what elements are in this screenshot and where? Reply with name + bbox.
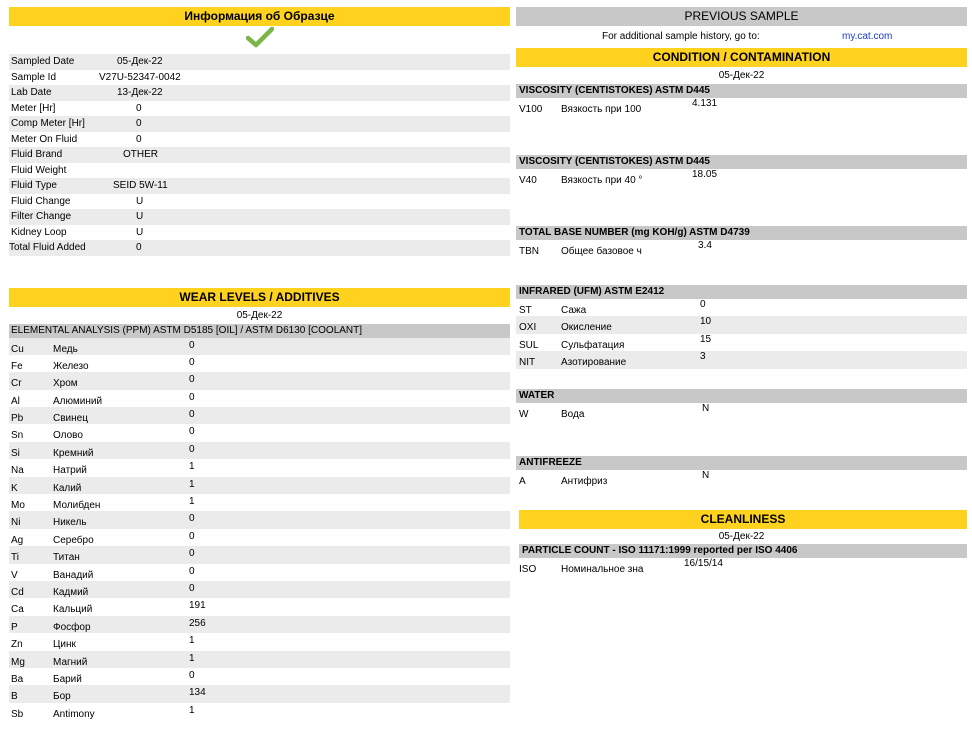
tbn-symbol: TBN xyxy=(519,246,539,257)
left-column xyxy=(9,0,510,720)
sample-info-table xyxy=(9,54,510,256)
infrared-value: 3 xyxy=(700,351,706,362)
element-value: 1 xyxy=(189,461,195,473)
visc100-header: VISCOSITY (CENTISTOKES) ASTM D445 xyxy=(516,84,967,98)
water-row xyxy=(516,403,967,421)
table-row xyxy=(9,194,510,210)
visc100-value: 4.131 xyxy=(692,98,718,109)
visc100-symbol: V100 xyxy=(519,104,543,115)
element-symbol: Pb xyxy=(11,413,24,425)
visc40-header: VISCOSITY (CENTISTOKES) ASTM D445 xyxy=(516,155,967,169)
element-symbol: Sb xyxy=(11,708,24,720)
element-value: 256 xyxy=(189,617,206,629)
element-name: Калий xyxy=(53,482,82,494)
element-name: Бор xyxy=(53,691,71,703)
table-row xyxy=(516,351,967,369)
element-value: 134 xyxy=(189,687,206,699)
element-value: 0 xyxy=(189,409,195,421)
table-row xyxy=(9,147,510,163)
element-value: 0 xyxy=(189,374,195,386)
element-name: Медь xyxy=(53,343,78,355)
row-label: Kidney Loop xyxy=(11,226,67,238)
table-row xyxy=(9,459,510,476)
table-row xyxy=(9,132,510,148)
wear-title: WEAR LEVELS / ADDITIVES xyxy=(9,288,510,307)
water-header: WATER xyxy=(516,389,967,403)
element-name: Кремний xyxy=(53,447,94,459)
table-row xyxy=(9,116,510,132)
previous-title: PREVIOUS SAMPLE xyxy=(516,7,967,26)
element-name: Свинец xyxy=(53,413,88,425)
element-name: Алюминий xyxy=(53,395,103,407)
particle-symbol: ISO xyxy=(519,563,537,575)
table-row xyxy=(9,390,510,407)
element-symbol: Al xyxy=(11,395,20,407)
table-row xyxy=(9,163,510,179)
element-name: Antimony xyxy=(53,708,95,720)
row-value: OTHER xyxy=(123,149,158,160)
element-name: Кальций xyxy=(53,604,93,616)
infrared-table xyxy=(516,299,967,369)
table-row xyxy=(9,494,510,511)
table-row xyxy=(9,240,510,256)
element-name: Магний xyxy=(53,656,88,668)
row-label: Total Fluid Added xyxy=(9,242,86,253)
element-value: 1 xyxy=(189,635,195,647)
element-symbol: Na xyxy=(11,465,24,477)
visc100-name: Вязкость при 100 xyxy=(561,104,642,115)
element-symbol: Fe xyxy=(11,360,23,372)
element-name: Никель xyxy=(53,517,87,529)
table-row xyxy=(9,477,510,494)
element-name: Олово xyxy=(53,430,83,442)
row-label: Filter Change xyxy=(11,211,72,222)
element-name: Натрий xyxy=(53,465,87,477)
row-value: U xyxy=(136,226,144,238)
table-row xyxy=(9,546,510,563)
element-value: 0 xyxy=(189,530,195,542)
element-symbol: Mo xyxy=(11,500,25,512)
table-row xyxy=(9,511,510,528)
table-row xyxy=(9,338,510,355)
element-symbol: Cu xyxy=(11,343,24,355)
element-value: 0 xyxy=(189,391,195,403)
infrared-symbol: OXI xyxy=(519,322,537,333)
right-column xyxy=(516,0,967,575)
element-name: Цинк xyxy=(53,639,76,651)
row-label: Meter On Fluid xyxy=(11,133,78,145)
cleanliness-title: CLEANLINESS xyxy=(519,510,967,529)
element-value: 1 xyxy=(189,478,195,490)
infrared-symbol: NIT xyxy=(519,357,536,368)
row-label: Lab Date xyxy=(11,87,52,98)
checkmark-icon xyxy=(246,26,274,48)
infrared-symbol: ST xyxy=(519,304,532,316)
element-value: 1 xyxy=(189,496,195,508)
element-name: Кадмий xyxy=(53,586,89,598)
particle-header: PARTICLE COUNT - ISO 11171:1999 reported per ISO 4406 xyxy=(519,544,967,558)
infrared-name: Сульфатация xyxy=(561,339,625,351)
element-symbol: K xyxy=(11,482,18,494)
element-name: Фосфор xyxy=(53,621,91,633)
element-symbol: Ca xyxy=(11,604,24,616)
table-row xyxy=(9,703,510,720)
element-name: Серебро xyxy=(53,534,94,546)
table-row xyxy=(9,178,510,194)
element-name: Барий xyxy=(53,673,82,685)
element-symbol: V xyxy=(11,569,18,581)
element-symbol: Cr xyxy=(11,378,22,390)
tbn-value: 3.4 xyxy=(698,240,712,251)
element-symbol: Zn xyxy=(11,639,23,651)
element-name: Молибден xyxy=(53,500,101,512)
tbn-row xyxy=(516,240,967,258)
tbn-name: Общее базовое ч xyxy=(561,246,642,257)
particle-row xyxy=(516,558,967,576)
visc40-value: 18.05 xyxy=(692,168,718,180)
cleanliness-date: 05-Дек-22 xyxy=(718,530,765,542)
condition-date: 05-Дек-22 xyxy=(718,70,765,81)
element-name: Хром xyxy=(53,378,78,390)
element-symbol: Cd xyxy=(11,586,24,598)
infrared-name: Окисление xyxy=(561,322,612,333)
table-row xyxy=(9,598,510,615)
particle-name: Номинальное зна xyxy=(561,563,644,575)
row-value: 0 xyxy=(136,102,142,114)
infrared-name: Сажа xyxy=(561,304,587,316)
table-row xyxy=(9,442,510,459)
element-symbol: Ti xyxy=(11,552,19,564)
table-row xyxy=(516,316,967,334)
table-row xyxy=(9,616,510,633)
element-value: 0 xyxy=(189,443,195,455)
element-value: 0 xyxy=(189,582,195,594)
row-label: Fluid Brand xyxy=(11,149,63,160)
table-row xyxy=(9,685,510,702)
history-link[interactable]: my.cat.com xyxy=(842,31,893,42)
table-row xyxy=(9,225,510,241)
elements-table xyxy=(9,338,510,721)
row-value: 13-Дек-22 xyxy=(117,87,163,98)
antifreeze-value: N xyxy=(702,470,710,481)
element-symbol: Sn xyxy=(11,430,24,442)
element-symbol: B xyxy=(11,691,18,703)
visc100-row xyxy=(516,98,967,116)
element-value: 0 xyxy=(189,548,195,560)
row-label: Fluid Weight xyxy=(11,164,67,176)
sample-info-title: Информация об Образце xyxy=(9,7,510,26)
element-value: 0 xyxy=(189,356,195,368)
table-row xyxy=(9,85,510,101)
row-value: 0 xyxy=(136,133,142,145)
table-row xyxy=(516,334,967,352)
element-value: 0 xyxy=(189,426,195,438)
table-row xyxy=(9,54,510,70)
element-symbol: Ni xyxy=(11,517,21,529)
element-value: 1 xyxy=(189,704,195,716)
row-label: Comp Meter [Hr] xyxy=(11,118,85,129)
infrared-header: INFRARED (UFM) ASTM E2412 xyxy=(516,285,967,299)
water-name: Вода xyxy=(561,408,585,420)
table-row xyxy=(9,529,510,546)
element-symbol: Ba xyxy=(11,673,24,685)
row-value: V27U-52347-0042 xyxy=(99,71,181,83)
history-line xyxy=(516,26,967,48)
row-value: 05-Дек-22 xyxy=(117,56,163,67)
element-symbol: Si xyxy=(11,447,20,459)
element-value: 0 xyxy=(189,339,195,351)
element-value: 0 xyxy=(189,669,195,681)
infrared-name: Азотирование xyxy=(561,357,627,368)
element-value: 1 xyxy=(189,652,195,664)
visc40-name: Вязкость при 40 ° xyxy=(561,174,643,186)
row-label: Sample Id xyxy=(11,71,57,83)
element-symbol: P xyxy=(11,621,18,633)
particle-value: 16/15/14 xyxy=(684,557,723,569)
condition-title: CONDITION / CONTAMINATION xyxy=(516,48,967,67)
table-row xyxy=(9,101,510,117)
row-label: Fluid Change xyxy=(11,195,71,207)
infrared-value: 10 xyxy=(700,316,712,327)
element-name: Ванадий xyxy=(53,569,94,581)
element-name: Титан xyxy=(53,552,80,564)
wear-date: 05-Дек-22 xyxy=(236,309,283,321)
element-symbol: Ag xyxy=(11,534,24,546)
tbn-header: TOTAL BASE NUMBER (mg KOH/g) ASTM D4739 xyxy=(516,226,967,240)
row-label: Sampled Date xyxy=(11,56,75,67)
infrared-value: 15 xyxy=(700,333,712,345)
visc40-symbol: V40 xyxy=(519,174,537,186)
table-row xyxy=(516,299,967,317)
row-value: 0 xyxy=(136,242,142,253)
row-value: SEID 5W-11 xyxy=(113,180,168,191)
element-value: 0 xyxy=(189,565,195,577)
element-name: Железо xyxy=(53,360,89,372)
antifreeze-name: Антифриз xyxy=(561,476,608,487)
water-value: N xyxy=(702,402,710,414)
table-row xyxy=(9,355,510,372)
history-text: For additional sample history, go to: xyxy=(602,31,760,42)
status-check xyxy=(9,26,510,54)
element-symbol: Mg xyxy=(11,656,25,668)
elemental-header: ELEMENTAL ANALYSIS (PPM) ASTM D5185 [OIL] / ASTM D6130 [COOLANT] xyxy=(9,324,510,338)
infrared-symbol: SUL xyxy=(519,339,539,351)
visc40-row xyxy=(516,169,967,187)
row-value: 0 xyxy=(136,118,142,129)
antifreeze-header: ANTIFREEZE xyxy=(516,456,967,470)
table-row xyxy=(9,407,510,424)
row-value: U xyxy=(136,195,144,207)
table-row xyxy=(9,564,510,581)
table-row xyxy=(9,668,510,685)
antifreeze-symbol: A xyxy=(519,476,526,487)
table-row xyxy=(9,633,510,650)
table-row xyxy=(9,581,510,598)
element-value: 0 xyxy=(189,513,195,525)
table-row xyxy=(9,70,510,86)
element-value: 191 xyxy=(189,600,206,612)
table-row xyxy=(9,651,510,668)
water-symbol: W xyxy=(519,408,529,420)
row-label: Meter [Hr] xyxy=(11,102,56,114)
table-row xyxy=(9,209,510,225)
infrared-value: 0 xyxy=(700,298,706,310)
row-label: Fluid Type xyxy=(11,180,57,191)
row-value: U xyxy=(136,211,144,222)
table-row xyxy=(9,372,510,389)
antifreeze-row xyxy=(516,470,967,488)
table-row xyxy=(9,424,510,441)
